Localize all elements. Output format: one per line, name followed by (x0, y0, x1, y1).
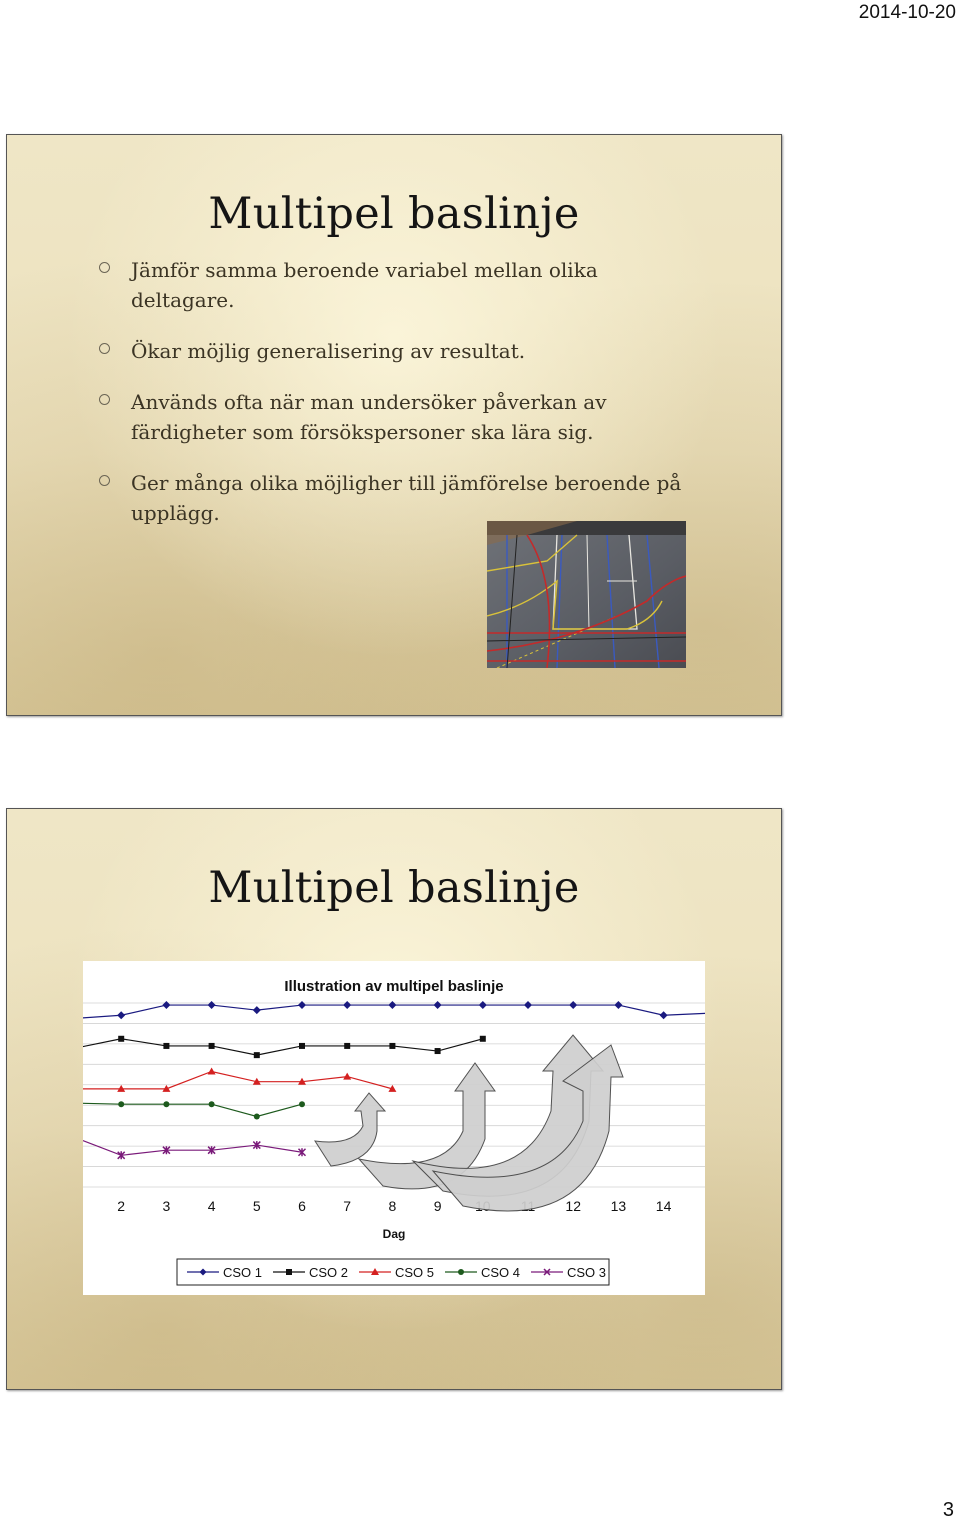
data-point (299, 1101, 305, 1107)
data-point (254, 1113, 260, 1119)
data-point (163, 1043, 169, 1049)
x-axis-label: Dag (382, 1227, 406, 1241)
legend-label: CSO 2 (309, 1265, 349, 1280)
data-point (118, 1101, 124, 1107)
data-point (299, 1043, 305, 1049)
bullet-item (91, 255, 691, 315)
x-tick-label: 6 (298, 1198, 306, 1214)
circle-bullet-icon (99, 262, 110, 273)
bullet-line: Används ofta när man undersöker påverkan av (131, 390, 607, 414)
chart-background (83, 961, 705, 1295)
x-tick-label: 5 (252, 1198, 261, 1214)
slide-1 (6, 134, 782, 716)
circle-bullet-icon (99, 475, 110, 486)
chart-container (83, 961, 705, 1295)
data-point (480, 1036, 486, 1042)
legend-marker (458, 1269, 464, 1275)
x-tick-label: 8 (388, 1198, 397, 1214)
x-tick-label: 14 (655, 1198, 672, 1214)
data-point (163, 1101, 169, 1107)
data-point (344, 1043, 350, 1049)
x-tick-label: 3 (162, 1198, 171, 1214)
x-tick-label: 12 (565, 1198, 581, 1214)
legend-label: CSO 1 (223, 1265, 263, 1280)
bullet-item (91, 387, 691, 447)
data-point (209, 1043, 215, 1049)
slide-title: Multipel baslinje (208, 863, 580, 913)
circle-bullet-icon (99, 394, 110, 405)
bullet-list (91, 255, 691, 549)
legend-label: CSO 3 (567, 1265, 607, 1280)
page-date: 2014-10-20 (858, 2, 956, 23)
page-number: 3 (942, 1499, 954, 1521)
data-point (254, 1052, 260, 1058)
legend-label: CSO 5 (395, 1265, 435, 1280)
bullet-line: Ger många olika möjligher till jämförelse beroende på (131, 471, 682, 495)
data-point (209, 1101, 215, 1107)
legend-marker (286, 1269, 292, 1275)
bullet-line: deltagare. (131, 288, 235, 312)
slide-title: Multipel baslinje (208, 189, 580, 239)
data-point (118, 1036, 124, 1042)
x-tick-label: 13 (610, 1198, 627, 1214)
bullet-line: färdigheter som försökspersoner ska lära sig. (131, 420, 594, 444)
bullet-line: Jämför samma beroende variabel mellan olika (131, 258, 598, 282)
data-point (389, 1043, 395, 1049)
bullet-item (91, 336, 691, 366)
bullet-line: upplägg. (131, 501, 220, 525)
chart-title: Illustration av multipel baslinje (284, 978, 504, 995)
x-tick-label: 4 (207, 1198, 216, 1214)
bullet-line: Ökar möjlig generalisering av resultat. (131, 339, 526, 363)
x-tick-label: 9 (433, 1198, 442, 1214)
line-chart (83, 961, 705, 1295)
circle-bullet-icon (99, 343, 110, 354)
legend-label: CSO 4 (481, 1265, 521, 1280)
sports-court-photo (487, 521, 686, 668)
x-tick-label: 7 (343, 1198, 352, 1214)
bullet-item (91, 468, 691, 528)
data-point (435, 1048, 441, 1054)
slide-2 (6, 808, 782, 1390)
x-tick-label: 2 (117, 1198, 126, 1214)
